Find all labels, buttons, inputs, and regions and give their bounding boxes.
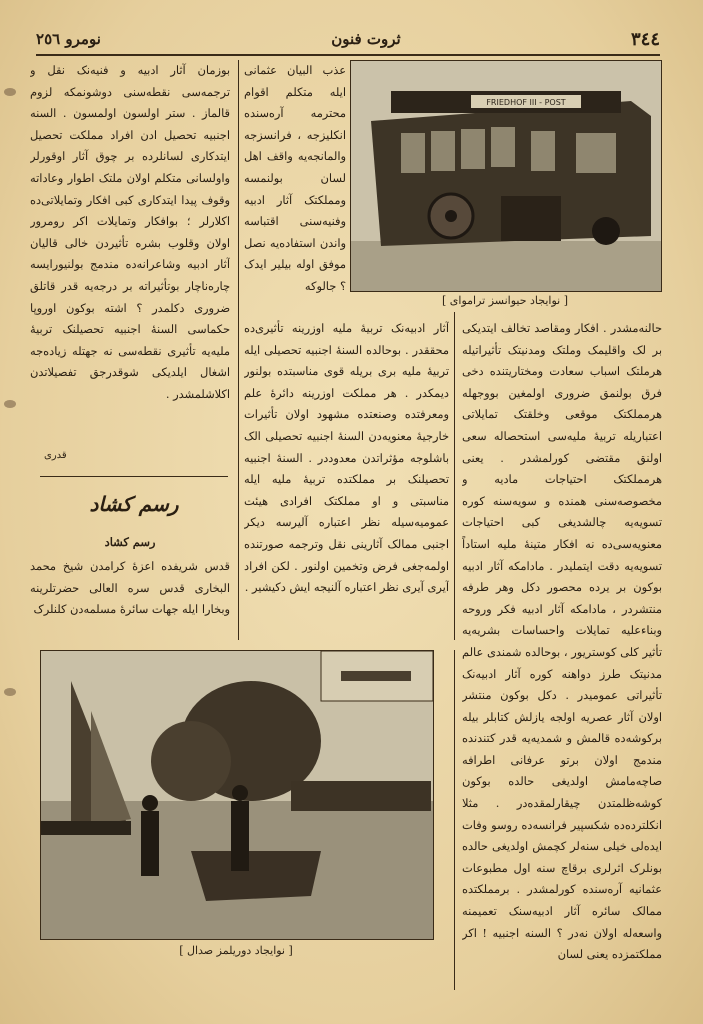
tram-caption: [ نوایجاد حیوانسز تراموای ] [441, 294, 568, 307]
column-divider [454, 650, 455, 990]
boat-drawing [41, 651, 433, 939]
boat-illustration [40, 650, 434, 940]
section-text: قدس شریفده اعزهٔ کرامدن شیخ محمد البخاری قدس سره العالی حضرتلرینه وبخارا ایله جهات سائرهٔ مسلمه‌دن کلنلرک [30, 559, 230, 617]
column-divider [238, 60, 239, 640]
author-signature: قدری [44, 450, 67, 461]
section-title: رسم کشاد [89, 492, 179, 516]
section-divider [40, 476, 228, 477]
middle-column-top-text: عذب البیان عثمانی ایله متکلم اقوام محترمه آره‌سنده انکلیزجه ، فرانسزجه والمانجه‌یه واقف اهل لسان بولنمسه ومملکتک آثار ادبیه وفنیه‌سنی اقتباسه واندن استفاده‌یه نصل موفق اوله بیلیر ایدک ؟ جالوکه [244, 63, 346, 293]
tram-illustration [350, 60, 662, 292]
column-divider [454, 312, 455, 640]
page-header [36, 24, 660, 56]
section-heading: رسم کشاد [104, 535, 156, 549]
middle-column-text: آثار ادبیه‌نک تربیهٔ ملیه اوزرینه تأثیری‌ده محققدر . بوحالده السنهٔ اجنبیه تحصیلی ایله تربیهٔ ملیه بری بریله قوی مناسبتده بولنور دیمکدر . هر مملکت اوزرینه دائرهٔ علم ومعرفتده وصنعتده مشهود اولان تأثیرات خارجیهٔ معنویه‌دن السنهٔ اجنبیه تحصیلی الک باشلوجه مؤثراتدن معدوددر . السنهٔ اجنبیه تحصیلنک بر مملکتده تربیهٔ ملیه ایله مناسبتی و او مملکتک افرادی هیئت عمومیه‌سیله نظر اعتباره آلیرسه دیکر اجنبی ممالک آثارینی نقل وترجمه صورتنده اولمه‌جغی فرض وتخمین اولنور . لکن افراد آیری آیری نظر اعتباره آلنیجه ایش دکیشیر . [244, 321, 449, 595]
tram-drawing [351, 61, 661, 291]
binding-hole [4, 688, 16, 696]
boat-caption: [ نوایجاد دوریلمز صدال ] [179, 944, 293, 957]
left-column-text: بوزمان آثار ادبیه و فنیه‌نک نقل و ترجمه‌سی نقطه‌سنی دوشونمکه لزوم قالماز . ستر اولسون اولمسون . السنه اجنبیه تحصیل ادن افراد مملکت تحصیل ایتدکاری لسانلرده بر چوق آثار اوقورلر واولسانی متکلم اولان ملتک اطوار وعاداته وقوف پیدا ایتدکاری کبی افکار وتمایلاتی‌ده اکلارلر ؛ بوافکار وتمایلات اکر رومرور اولان وقلوب بشره تأثیردن خالی قالیان آثار ادبیه وشاعرانه‌ده مندمج بولنیورایسه چاره‌ناچار بوتأثیراته بر درجه‌یه قدر قاتلق ضروری دکلمدر ؟ اشته بوکون اوروپا حکماسی السنهٔ اجنبیه تحصیلنک تربیهٔ ملیه‌یه تأثیری نقطه‌سی نه جهتله زیاده‌جه اشغال ایلدیکی شوقدرجق تفصیلاتدن اکلاشلمشدر . [30, 63, 230, 401]
binding-hole [4, 88, 16, 96]
issue-number: نومرو ٢٥٦ [36, 30, 101, 48]
binding-hole [4, 400, 16, 408]
right-column-text: حالنه‌مشدر . افکار ومقاصد تخالف ایتدیکی بر لک واقلیمک وملتک ومدنیتک تأثیراتیله هرملتک اسباب سعادت ومختاریتنده دخی فرق بولنمق ضروری اولمغین بووجهله هرمملکتک موقعی وخلقتک تمایلاتی اعتباریله تربیهٔ ملیه‌سی استحصاله سعی اولنق مقتضی کورلمشدر . یعنی هرمملکتک احتیاجات مادیه و مخصوصه‌سنی همنده و سویه‌سنه کوره تسویه‌یه چالشدیغی کبی احتیاجات معنویه‌سی‌ده نه افکار متینهٔ ملیه استاداً تسویه‌یه دقت ایتملیدر . مادامکه آثار ادبیه بوکون بر یرده محصور دکل وهر طرفه منتشردر ، مادامکه آثار ادبیه فکر وروحه وبناء‌علیه تمایلات واحساسات بشریه‌یه تأثیر کلی کوستریور ، بوحالده شمندی عالم مدنیتک طرز دواهنه کوره آثار ادبیه‌نک تأثیراتی عمومیدر . دکل بوکون منتشر اولان آثار عصریه اولجه یازلش کتابلر بیله برکوشه‌ده قالمش و شمدیه‌یه قدر کتندنده مندمج اولان برتو عرفانی اطرافه صاچه‌مامش اولدیغی حالده بوکون کوشه‌ظلمتدن چیقارلمقده‌در . مثلا انکلترده‌ده شکسپیر فرانسه‌ده روسو وفات ایده‌لی خیلی سنه‌لر کچمش اولدیغی حالده بونلرک اثرلری برقاچ سنه اول مطبوعات عثمانیه آره‌سنده کورلمشدر . برمملکتده ممالک سائره آثار ادبیه‌سنک تعمیمنه واسعه‌له اولان نه‌در ؟ السنه اجنبیه ! اکر مملکتمزده یعنی لسان [462, 321, 662, 962]
svg-text:FRIEDHOF III - POST: FRIEDHOF III - POST [486, 98, 566, 107]
page-number: ٣٤٤ [630, 28, 660, 50]
journal-title: ثروت فنون [331, 30, 401, 48]
